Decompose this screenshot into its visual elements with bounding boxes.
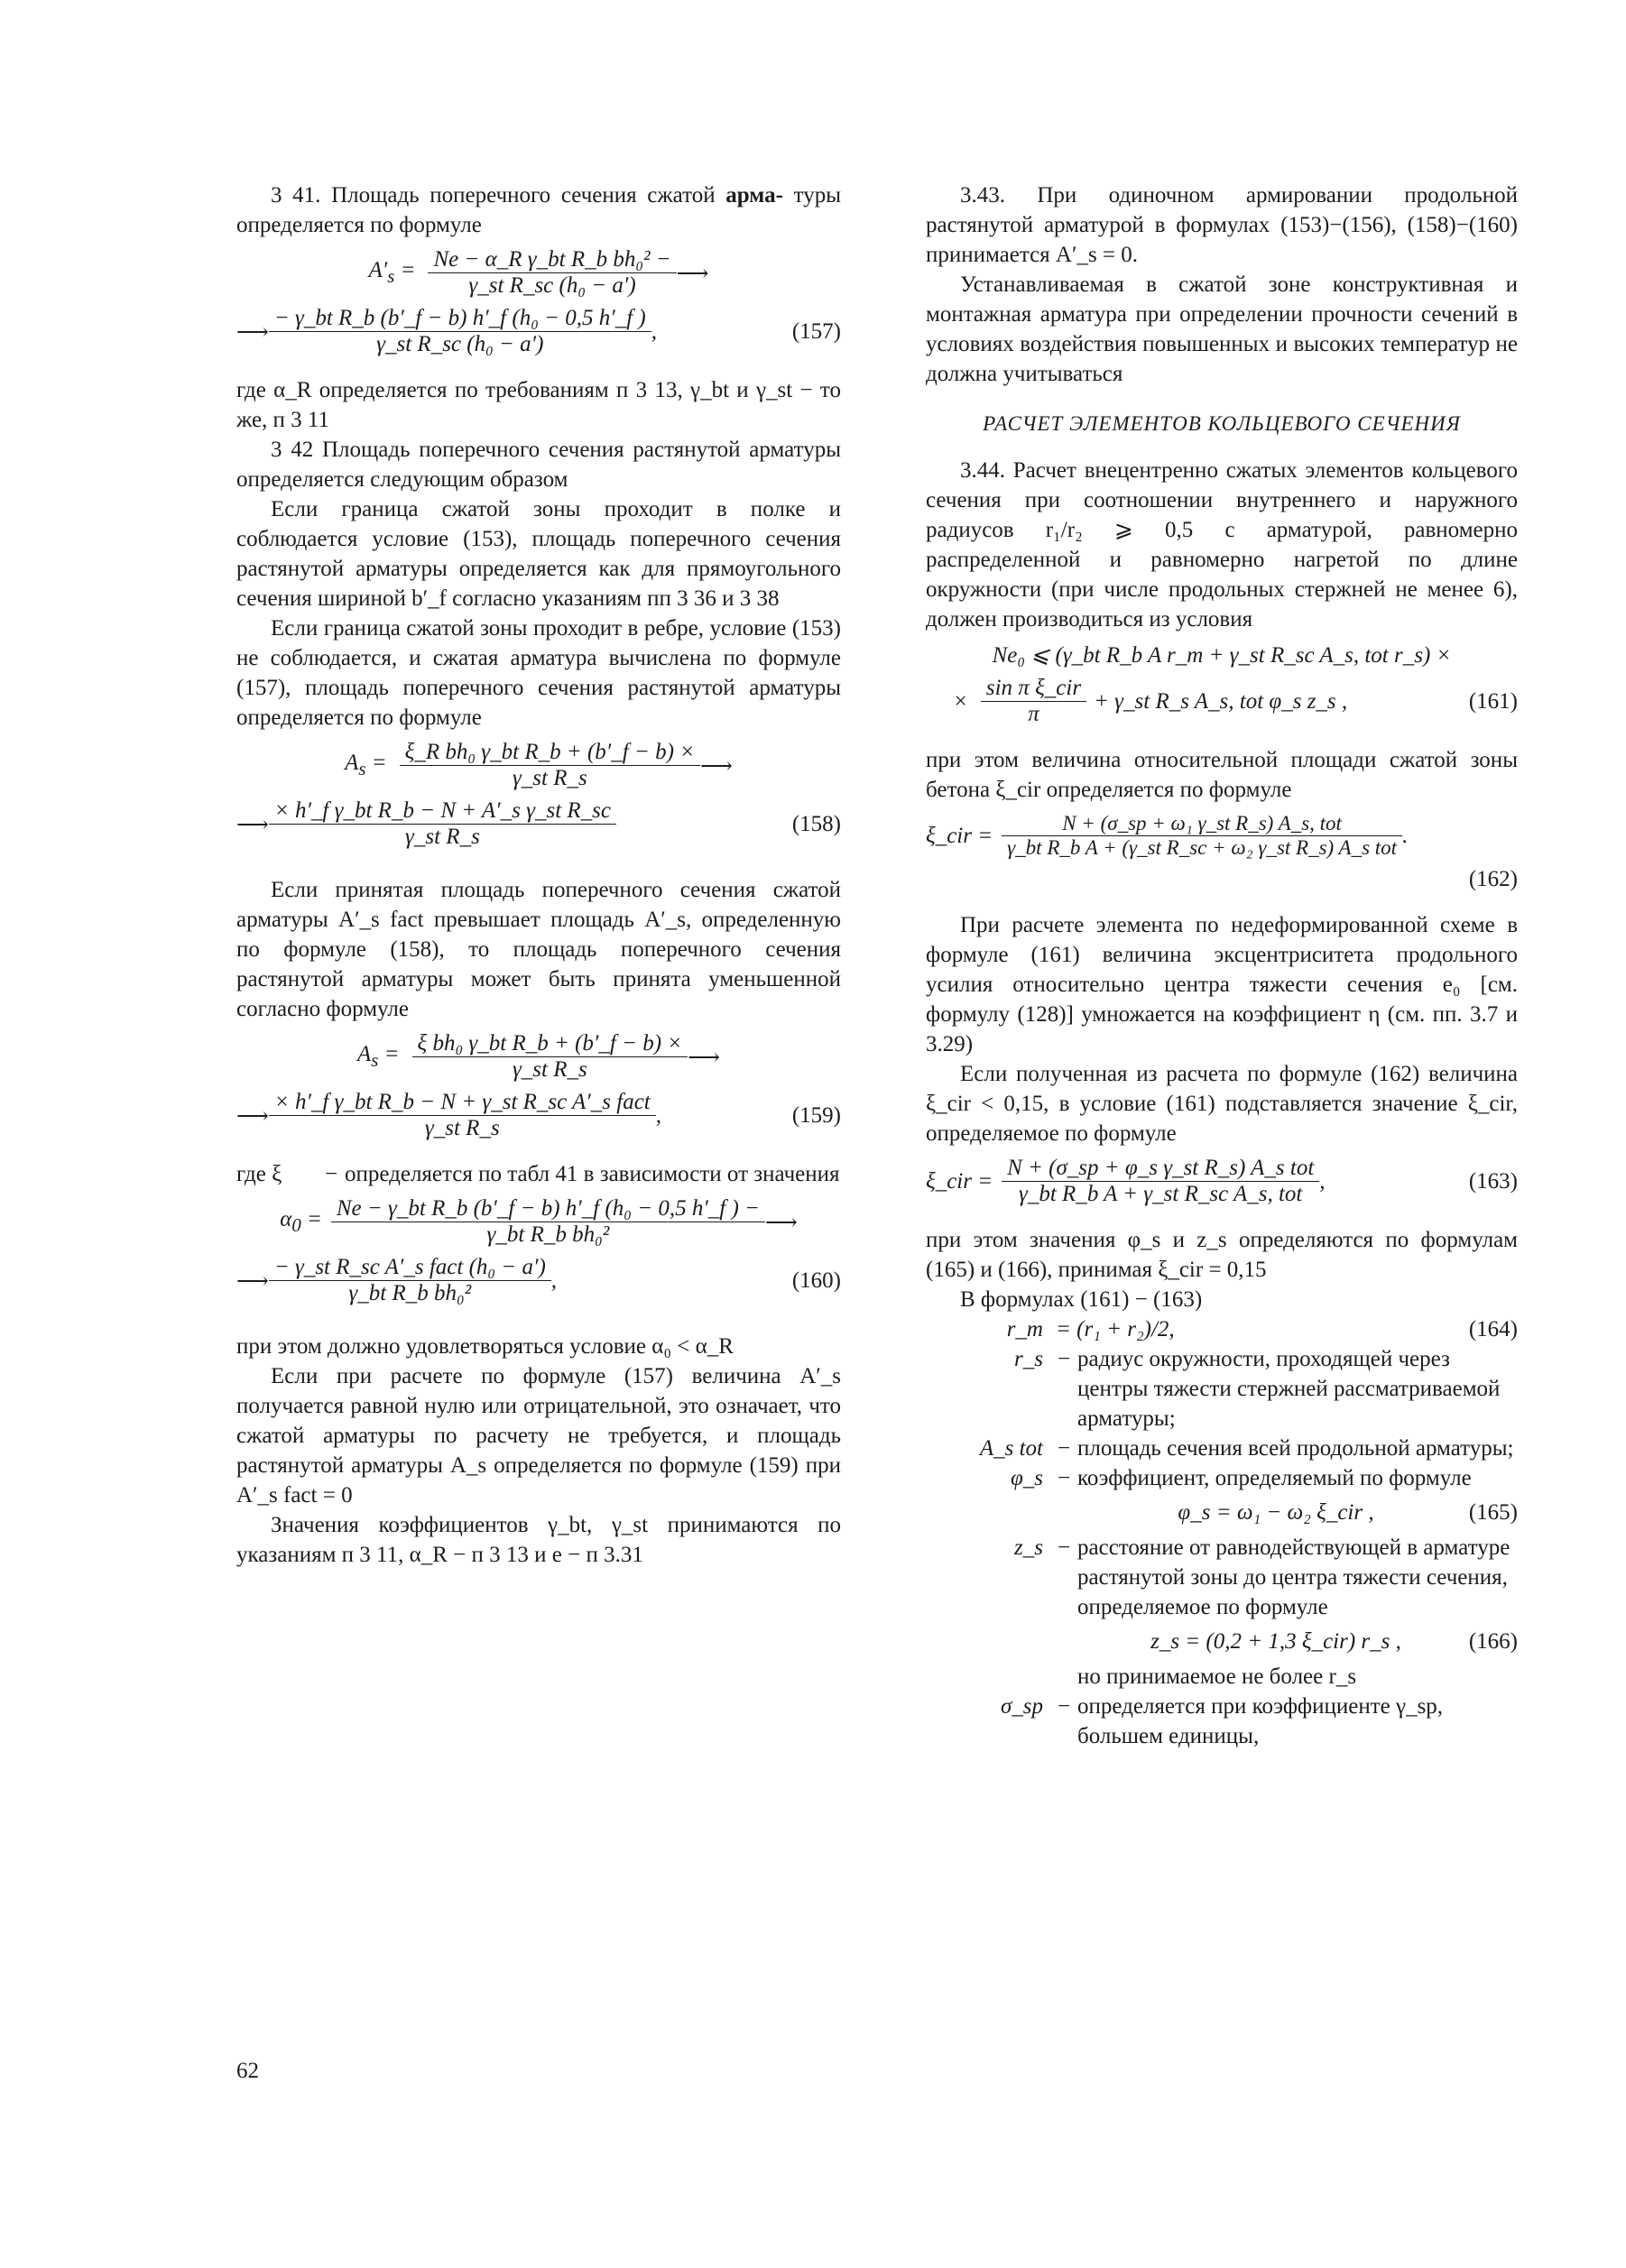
formula-denominator: γ_st R_s (424, 1116, 500, 1140)
formula-numerator: Ne − γ_bt R_b (b′_f − b) h′_f (h₀ − 0,5 h′_f ) − (336, 1196, 760, 1221)
definition-text: определяется по табл 41 в зависимости от значения (345, 1162, 840, 1186)
paragraph-text: при этом должно удовлетворяться условие α₀ < α_R (236, 1334, 734, 1359)
formula-162: ξ_cir = $\frac{\text{N + (σ\_sp + ω₁ γ\_st R\_s) A\_s, tot}}{\text{γ\_bt R\_b A + (γ\_st R\_sc + ω₂ γ\_st R\_s) A\_s tot}}$ . (162) (926, 812, 1518, 891)
definition-symbol: φ_s (1010, 1466, 1043, 1490)
definition-note (926, 1662, 1518, 1692)
definition-text: коэффициент, определяемый по формуле (1077, 1466, 1472, 1490)
formula-denominator: γ_bt R_b A + (γ_st R_sc + ω₂ γ_st R_s) A_s tot (1007, 836, 1398, 859)
formula-159: $A_s$ = $\frac{\text{ξ bh₀ γ\_bt R\_b + (b′\_f − b) ×}}{\text{γ\_st R\_s}}$ ⟶ ⟶ $\frac{\text{× h′\_f γ\_bt R\_b − N + γ\_st R\_sc A′\_s fact}}{\text{γ\_st R\_s}}$ , (159) (236, 1031, 841, 1140)
formula-term: + γ_st R_s A_s, tot φ_s z_s , (1094, 688, 1348, 714)
formula-numerator: Ne − α_R γ_bt R_b bh₀² − (433, 247, 671, 272)
equation-number: (161) (1468, 688, 1518, 714)
right-column (926, 180, 1518, 1751)
formula-denominator: γ_st R_s (512, 766, 587, 790)
formula-166 (926, 1629, 1518, 1655)
equation-number: (159) (791, 1102, 841, 1128)
formula-denominator: γ_st R_s (405, 825, 480, 849)
formula-numerator: sin π ξ_cir (985, 676, 1082, 700)
paragraph-text: при этом величина относительной площади сжатой зоны бетона ξ_cir определяется по формуле (926, 748, 1518, 802)
equation-number: (165) (1468, 1500, 1518, 1525)
formula-line: Ne₀ ⩽ (γ_bt R_b A r_m + γ_st R_sc A_s, tot r_s) × (992, 643, 1452, 668)
formula-numerator: × h′_f γ_bt R_b − N + γ_st R_sc A′_s fact (273, 1090, 651, 1114)
paragraph-number: 3 41. (271, 183, 321, 207)
equation-number: (166) (1468, 1629, 1518, 1654)
definition-text: площадь сечения всей продольной арматуры; (1077, 1436, 1514, 1461)
section-heading: РАСЧЕТ ЭЛЕМЕНТОВ КОЛЬЦЕВОГО СЕЧЕНИЯ (983, 412, 1461, 435)
definition-symbol: r_s (1014, 1347, 1043, 1371)
definition-symbol: z_s (1014, 1535, 1043, 1560)
definition-xi: где ξ − определяется по табл 41 в зависимости от значения (236, 1159, 841, 1189)
left-column (236, 180, 841, 1570)
definition-symbol: где ξ (236, 1162, 282, 1186)
formula-numerator: N + (σ_sp + ω₁ γ_st R_s) A_s, tot (1062, 812, 1342, 834)
paragraph-text: при этом значения φ_s и z_s определяются по формулам (165) и (166), принимая ξ_cir = 0,15 (926, 1228, 1518, 1282)
paragraph-text: Если граница сжатой зоны проходит в полке и соблюдается условие (153), площадь поперечного сечения растянутой арматуры определяется как для прямоугольного сечения шириной b′_f согласно указаниям пп 3 36 и 3 38 (236, 497, 841, 611)
formula-line: φ_s = ω₁ − ω₂ ξ_cir , (1178, 1500, 1374, 1525)
definition-symbol: σ_sp (1000, 1694, 1043, 1719)
formula-165 (926, 1500, 1518, 1526)
definition-sigma-sp: σ_sp − определяется при коэффициенте γ_sp, большем единицы, (926, 1692, 1518, 1751)
formula-denominator: γ_bt R_b bh₀² (486, 1222, 610, 1247)
formula-158: $A_s$ = $\frac{\text{ξ\_R bh₀ γ\_bt R\_b + (b′\_f − b) ×}}{\text{γ\_st R\_s}}$ ⟶ ⟶ $\frac{\text{× h′\_f γ\_bt R\_b − N + A′\_s γ\_st R\_sc}}{\text{γ\_st R\_s}}$ (158) (236, 740, 841, 849)
paragraph-text: Если граница сжатой зоны проходит в ребре, условие (153) не соблюдается, и сжатая арматура вычислена по формуле (157), площадь поперечного сечения растянутой арматуры определяется по формуле (236, 616, 841, 730)
formula-numerator: ξ_R bh₀ γ_bt R_b + (b′_f − b) × (404, 740, 696, 764)
formula-numerator: × h′_f γ_bt R_b − N + A′_s γ_st R_sc (273, 798, 612, 823)
formula-denominator: γ_st R_sc (h₀ − a′) (376, 332, 544, 356)
definition-phi: φ_s − коэффициент, определяемый по формуле (926, 1463, 1518, 1493)
paragraph-where: где α_R определяется по требованиям п 3 13, γ_bt и γ_st − то же, п 3 11 (236, 378, 841, 432)
formula-161 (926, 641, 1518, 727)
paragraph-text: Устанавливаемая в сжатой зоне конструктивная и монтажная арматура при определении прочности сечений в условиях воздействия повышенных и высоких температур не должна учитываться (926, 272, 1518, 386)
equation-number: (160) (791, 1268, 841, 1293)
paragraph-text: В формулах (161) − (163) (960, 1287, 1203, 1312)
paragraph-text: Если принятая площадь поперечного сечения сжатой арматуры A′_s fact превышает площадь A′_s, определенную по формуле (158), то площадь поперечного сечения растянутой арматуры может быть принята уменьшенной согласно формуле (236, 878, 841, 1021)
page-number: 62 (236, 2059, 259, 2083)
definition-text: = (r₁ + r₂)/2, (1056, 1317, 1175, 1341)
paragraph-text: Площадь поперечного сечения сжатой (331, 183, 716, 207)
formula-denominator: γ_bt R_b bh₀² (348, 1281, 472, 1305)
formula-numerator: − γ_st R_sc A′_s fact (h₀ − a′) (273, 1255, 546, 1279)
equation-number: (157) (791, 318, 841, 344)
definition-text: определяется при коэффициенте γ_sp, большем единицы, (1077, 1694, 1444, 1748)
paragraph-3-42: 3 42 Площадь поперечного сечения растянутой арматуры определяется следующим образом (236, 438, 841, 492)
definition-text: но принимаемое не более r_s (1077, 1664, 1357, 1689)
formula-denominator: γ_st R_sc (h₀ − a′) (468, 273, 636, 298)
paragraph-3-43: 3.43. При одиночном армировании продольной растянутой арматурой в формулах (153)−(156), (158)−(160) принимается A′_s = 0. (926, 183, 1518, 267)
definition-symbol: A_s tot (979, 1436, 1043, 1461)
paragraph-text: Если при расчете по формуле (157) величина A′_s получается равной нулю или отрицательной, это означает, что сжатой арматуры по расчету не требуется, и площадь растянутой арматуры A_s определяется по формуле (159) при A′_s fact = 0 (236, 1364, 841, 1507)
paragraph-3-41 (236, 180, 841, 240)
definition-text: расстояние от равнодействующей в арматуре растянутой зоны до центра тяжести сечения, определяемое по формуле (1077, 1535, 1511, 1619)
paragraph-text: Значения коэффициентов γ_bt, γ_st принимаются по указаниям п 3 11, α_R − п 3 13 и e − п 3.31 (236, 1513, 841, 1567)
formula-157: $A'_s$ = $\frac{\text{Ne − α\_R γ\_bt R\_b bh₀² −}}{\text{γ\_st R\_sc (h₀ − a′)}}$ ⟶ ⟶ $\frac{\text{− γ\_bt R\_b (b′\_f − b) h′\_f (h₀ − 0,5 h′\_f )}}{\text{γ\_st R\_sc (h₀ − a′)}}$ , (157) (236, 247, 841, 356)
paragraph-3-44: 3.44. Расчет внецентренно сжатых элементов кольцевого сечения при соотношении внутреннего и наружного радиусов r₁/r₂ ⩾ 0,5 с арматурой, равномерно распределенной и равномерно нагретой по длине окружности (при числе продольных стержней не менее 6), должен производиться из условия (926, 458, 1518, 632)
paragraph-text: Если полученная из расчета по формуле (162) величина ξ_cir < 0,15, в условие (161) подставляется значение ξ_cir, определяемое по формуле (926, 1062, 1518, 1146)
formula-denominator: γ_bt R_b A + γ_st R_sc A_s, tot (1019, 1182, 1303, 1206)
definition-zs: z_s − расстояние от равнодействующей в арматуре растянутой зоны до центра тяжести сечения, определяемое по формуле (926, 1533, 1518, 1622)
definition-as-tot: A_s tot − площадь сечения всей продольной арматуры; (926, 1434, 1518, 1463)
formula-denominator: γ_st R_s (512, 1057, 587, 1082)
formula-160: $\alpha_0$ = $\frac{\text{Ne − γ\_bt R\_b (b′\_f − b) h′\_f (h₀ − 0,5 h′\_f ) −}}{\text{γ\_bt R\_b bh₀²}}$ ⟶ ⟶ $\frac{\text{− γ\_st R\_sc A′\_s fact (h₀ − a′)}}{\text{γ\_bt R\_b bh₀²}}$ , (160) (236, 1196, 841, 1305)
formula-163: ξ_cir = $\frac{\text{N + (σ\_sp + φ\_s γ\_st R\_s) A\_s tot}}{\text{γ\_bt R\_b A + γ\_st R\_sc A\_s, tot}}$ , (163) (926, 1156, 1518, 1206)
paragraph-text: туры определяется по формуле (236, 183, 842, 237)
equation-number: (158) (791, 811, 841, 836)
formula-lhs: ξ_cir = (926, 1168, 993, 1194)
equation-number: (162) (1468, 867, 1518, 891)
formula-denominator: π (1028, 702, 1039, 726)
equation-number: (163) (1468, 1168, 1518, 1194)
formula-line: z_s = (0,2 + 1,3 ξ_cir) r_s , (1150, 1629, 1401, 1654)
paragraph-text-bold: арма- (725, 183, 783, 207)
definition-symbol: r_m (1006, 1317, 1043, 1341)
formula-lhs: ξ_cir = (926, 823, 993, 848)
definition-text: радиус окружности, проходящей через центры тяжести стержней рассматриваемой арматуры; (1077, 1347, 1501, 1431)
equation-number: (164) (1468, 1317, 1518, 1341)
formula-numerator: − γ_bt R_b (b′_f − b) h′_f (h₀ − 0,5 h′_f ) (273, 306, 646, 330)
formula-numerator: ξ bh₀ γ_bt R_b + (b′_f − b) × (417, 1031, 683, 1056)
formula-operator: × (953, 688, 968, 714)
formula-numerator: N + (σ_sp + φ_s γ_st R_s) A_s tot (1007, 1156, 1315, 1180)
definition-rm (926, 1314, 1518, 1344)
paragraph-text: При расчете элемента по недеформированной схеме в формуле (161) величина эксцентриситета продольного усилия относительно центра тяжести сечения e₀ [см. формулу (128)] умножается на коэффициент η (см. пп. 3.7 и 3.29) (926, 913, 1518, 1056)
definition-rs: r_s − радиус окружности, проходящей через центры тяжести стержней рассматриваемой арматуры; (926, 1344, 1518, 1434)
